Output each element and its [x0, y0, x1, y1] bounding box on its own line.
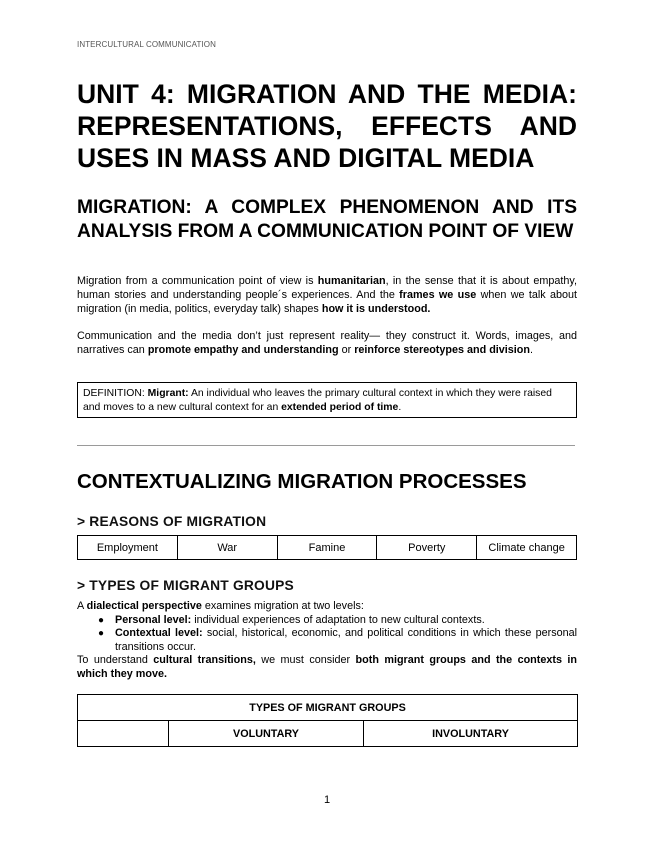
- reasons-table: [77, 535, 577, 560]
- types-intro: A dialectical perspective examines migration at two levels:: [77, 600, 364, 612]
- migrant-groups-table: [77, 694, 578, 747]
- table-row: [78, 721, 578, 747]
- voluntary-header: VOLUNTARY: [169, 721, 364, 747]
- bullet-icon: ●: [98, 614, 105, 626]
- running-header: INTERCULTURAL COMMUNICATION: [77, 40, 216, 49]
- list-item: ● Contextual level: social, historical, economic, and political conditions in which these personal transitions occur.: [98, 627, 577, 653]
- reasons-heading: > REASONS OF MIGRATION: [77, 514, 267, 529]
- definition-box: DEFINITION: Migrant: An individual who leaves the primary cultural context in which they were raised and moves to a new cultural context for an extended period of time.: [77, 382, 577, 418]
- reason-cell: Poverty: [377, 536, 477, 560]
- bullet-icon: ●: [98, 628, 105, 639]
- reason-cell: Famine: [277, 536, 377, 560]
- table-row: [78, 536, 577, 560]
- types-closing: To understand cultural transitions, we must consider both migrant groups and the contexts in which they move.: [77, 654, 577, 680]
- migrant-table-title: TYPES OF MIGRANT GROUPS: [78, 695, 578, 721]
- empty-cell: [78, 721, 169, 747]
- section-title: MIGRATION: A COMPLEX PHENOMENON AND ITS ANALYSIS FROM A COMMUNICATION POINT OF VIEW: [77, 197, 577, 242]
- list-item: ● Personal level: individual experiences of adaptation to new cultural contexts.: [98, 613, 485, 626]
- page-number: 1: [323, 794, 331, 806]
- levels-list: [77, 614, 577, 655]
- types-text: [77, 600, 577, 681]
- reason-cell: Employment: [78, 536, 178, 560]
- reason-cell: War: [177, 536, 277, 560]
- reason-cell: Climate change: [477, 536, 577, 560]
- paragraph-media-construct: Communication and the media don’t just represent reality— they construct it. Words, images, and narratives can promote empathy and understanding or reinforce stereotypes and division.: [77, 330, 577, 356]
- types-heading: > TYPES OF MIGRANT GROUPS: [77, 578, 294, 593]
- contextualizing-heading: CONTEXTUALIZING MIGRATION PROCESSES: [77, 470, 527, 493]
- involuntary-header: INVOLUNTARY: [364, 721, 578, 747]
- unit-title: UNIT 4: MIGRATION AND THE MEDIA: REPRESENTATIONS, EFFECTS AND USES IN MASS AND DIGITAL MEDIA: [77, 79, 577, 173]
- table-row: [78, 695, 578, 721]
- horizontal-divider: [77, 445, 575, 446]
- paragraph-humanitarian: Migration from a communication point of view is humanitarian, in the sense that it is about empathy, human stories and understanding people´s experiences. And the frames we use when we talk about migration (in media, politics, everyday talk) shapes how it is understood.: [77, 275, 577, 315]
